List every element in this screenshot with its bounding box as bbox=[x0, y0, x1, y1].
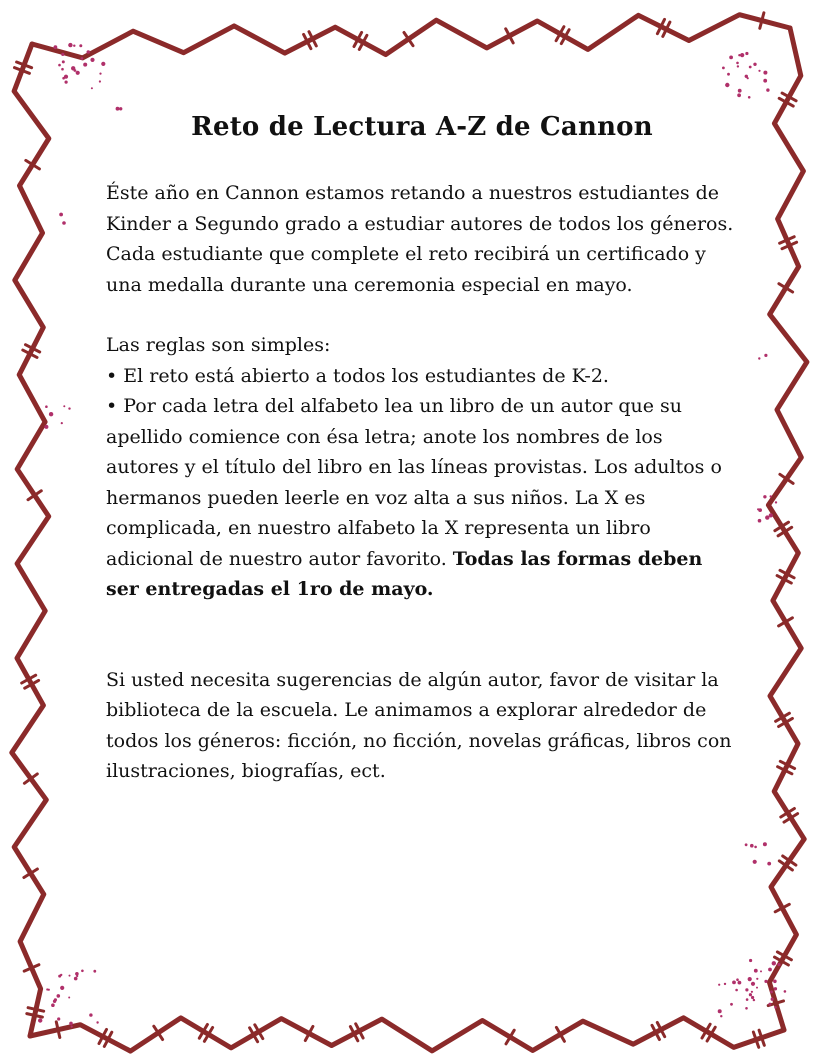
confetti-dot bbox=[68, 407, 70, 409]
confetti-dot bbox=[727, 73, 730, 76]
confetti-dot bbox=[79, 44, 82, 47]
confetti-dot bbox=[718, 984, 720, 986]
confetti-dot bbox=[99, 73, 101, 75]
confetti-dot bbox=[753, 860, 757, 864]
confetti-dot bbox=[62, 221, 66, 225]
confetti-dot bbox=[58, 975, 61, 978]
confetti-dot bbox=[116, 107, 120, 111]
confetti-dot bbox=[768, 968, 772, 972]
confetti-dot bbox=[772, 961, 776, 965]
rules-heading: Las reglas son simples: bbox=[106, 334, 331, 356]
confetti-dot bbox=[96, 1021, 98, 1023]
page-title: Reto de Lectura A-Z de Cannon bbox=[191, 112, 653, 142]
confetti-dot bbox=[81, 970, 84, 973]
confetti-dot bbox=[758, 70, 760, 72]
confetti-dot bbox=[767, 862, 771, 866]
confetti-dot bbox=[754, 846, 757, 849]
confetti-dot bbox=[750, 844, 754, 848]
confetti-dot bbox=[730, 1003, 733, 1006]
confetti-dot bbox=[54, 45, 58, 49]
confetti-dot bbox=[774, 1006, 777, 1009]
flyer-content bbox=[106, 112, 738, 787]
confetti-dot bbox=[748, 977, 752, 981]
confetti-dot bbox=[745, 988, 748, 991]
confetti-dot bbox=[758, 508, 762, 512]
confetti-dot bbox=[763, 79, 767, 83]
confetti-dot bbox=[749, 66, 752, 69]
confetti-dot bbox=[749, 959, 752, 962]
confetti-dot bbox=[51, 1003, 55, 1007]
confetti-dot bbox=[745, 52, 748, 55]
confetti-dot bbox=[44, 425, 48, 429]
confetti-dot bbox=[62, 60, 65, 63]
confetti-dot bbox=[59, 213, 63, 217]
confetti-dot bbox=[74, 69, 77, 72]
confetti-dot bbox=[725, 83, 729, 87]
confetti-dot bbox=[753, 999, 755, 1001]
confetti-dot bbox=[718, 1009, 722, 1013]
confetti-dot bbox=[763, 71, 767, 75]
confetti-dot bbox=[720, 1015, 722, 1017]
confetti-dot bbox=[770, 990, 773, 993]
confetti-dot bbox=[736, 978, 739, 981]
confetti-dot bbox=[90, 58, 94, 62]
confetti-dot bbox=[81, 57, 84, 60]
confetti-dot bbox=[737, 93, 741, 97]
confetti-dot bbox=[775, 501, 777, 503]
confetti-dot bbox=[754, 969, 758, 973]
confetti-dot bbox=[91, 87, 93, 89]
confetti-dot bbox=[751, 996, 754, 999]
confetti-dot bbox=[73, 45, 75, 47]
stitch-mark bbox=[28, 1008, 44, 1012]
confetti-dot bbox=[64, 75, 68, 79]
confetti-dot bbox=[737, 65, 739, 67]
confetti-dot bbox=[76, 71, 80, 75]
confetti-dot bbox=[735, 989, 738, 992]
confetti-dot bbox=[57, 994, 61, 998]
confetti-dot bbox=[760, 970, 762, 972]
confetti-dot bbox=[756, 978, 758, 980]
rule-item-2 bbox=[106, 391, 738, 605]
confetti-dot bbox=[773, 980, 777, 984]
intro-paragraph-1: Éste año en Cannon estamos retando a nuestros estudiantes de Kinder a Segundo grado a estudiar autores de todos los géneros. bbox=[106, 182, 734, 235]
zigzag-edge bbox=[32, 15, 790, 58]
deadline-notice: Todas las formas deben ser entregadas el 1ro de mayo. bbox=[106, 547, 703, 600]
confetti-dot bbox=[765, 515, 769, 519]
confetti-dot bbox=[745, 843, 748, 846]
confetti-dot bbox=[45, 405, 48, 408]
confetti-dot bbox=[38, 1018, 42, 1022]
confetti-dot bbox=[61, 422, 63, 424]
confetti-dot bbox=[75, 972, 79, 976]
confetti-dot bbox=[758, 357, 760, 359]
zigzag-edge bbox=[30, 1018, 784, 1051]
confetti-dot bbox=[738, 89, 742, 93]
intro-paragraph-2: Cada estudiante que complete el reto recibirá un certificado y una medalla durante una ceremonia especial en mayo. bbox=[106, 243, 706, 296]
confetti-dot bbox=[48, 989, 50, 991]
confetti-dot bbox=[69, 975, 71, 977]
confetti-dot bbox=[60, 986, 64, 990]
confetti-dot bbox=[63, 405, 65, 407]
confetti-dot bbox=[89, 1013, 92, 1016]
confetti-dot bbox=[69, 1022, 73, 1026]
confetti-dot bbox=[764, 980, 767, 983]
confetti-dot bbox=[119, 107, 122, 110]
confetti-dot bbox=[74, 977, 78, 981]
confetti-dot bbox=[722, 67, 725, 70]
confetti-dot bbox=[771, 998, 774, 1001]
rule-item-2-text: • Por cada letra del alfabeto lea un libro de un autor que su apellido comience con ésa letra; anote los nombres de los autores y el título del libro en las líneas provistas. Los adultos o hermanos pueden leerle en voz alta a sus niños. La X es complicada, en nuestro alfabeto la X representa un libro adicional de nuestro autor favorito. bbox=[106, 395, 722, 570]
confetti-dot bbox=[784, 990, 787, 993]
confetti-dot bbox=[764, 354, 767, 357]
confetti-dot bbox=[71, 1026, 73, 1028]
confetti-dot bbox=[738, 981, 742, 985]
confetti-dot bbox=[751, 982, 755, 986]
confetti-dot bbox=[753, 63, 756, 66]
confetti-dot bbox=[736, 62, 739, 65]
zigzag-edge bbox=[12, 44, 49, 1036]
confetti-dot bbox=[740, 53, 744, 57]
stitch-mark bbox=[27, 1014, 43, 1018]
confetti-dot bbox=[724, 983, 726, 985]
confetti-dot bbox=[61, 53, 64, 56]
confetti-dot bbox=[763, 842, 767, 846]
confetti-dot bbox=[777, 963, 780, 966]
confetti-dot bbox=[101, 62, 105, 66]
confetti-dot bbox=[745, 1007, 748, 1010]
confetti-dot bbox=[770, 495, 772, 497]
confetti-dot bbox=[729, 56, 733, 60]
confetti-dot bbox=[57, 1017, 60, 1020]
confetti-dot bbox=[758, 519, 762, 523]
confetti-dot bbox=[756, 987, 758, 989]
confetti-dot bbox=[749, 993, 752, 996]
confetti-dot bbox=[99, 80, 101, 82]
confetti-dot bbox=[61, 68, 64, 71]
confetti-dot bbox=[774, 987, 777, 990]
confetti-dot bbox=[68, 43, 72, 47]
confetti-dot bbox=[49, 412, 53, 416]
confetti-dot bbox=[766, 88, 769, 91]
confetti-dot bbox=[93, 970, 96, 973]
confetti-dot bbox=[54, 998, 57, 1001]
stitch-mark bbox=[760, 13, 764, 28]
rule-item-1: • El reto está abierto a todos los estudiantes de K-2. bbox=[106, 364, 609, 387]
confetti-dot bbox=[746, 998, 749, 1001]
stitch-mark bbox=[56, 1022, 60, 1038]
closing-paragraph: Si usted necesita sugerencias de algún autor, favor de visitar la biblioteca de la escuela. Le animamos a explorar alrededor de todos los géneros: ficción, no ficción, novelas gráficas, libros con ilustraciones, biografías, ect. bbox=[106, 668, 732, 782]
confetti-dot bbox=[732, 981, 736, 985]
confetti-dot bbox=[83, 63, 87, 67]
confetti-dot bbox=[768, 1003, 771, 1006]
confetti-dot bbox=[65, 81, 68, 84]
confetti-dot bbox=[751, 991, 753, 993]
confetti-dot bbox=[58, 64, 61, 67]
confetti-dot bbox=[748, 96, 751, 99]
confetti-dot bbox=[68, 997, 70, 999]
confetti-dot bbox=[763, 495, 766, 498]
confetti-dot bbox=[87, 50, 91, 54]
confetti-dot bbox=[745, 75, 748, 78]
